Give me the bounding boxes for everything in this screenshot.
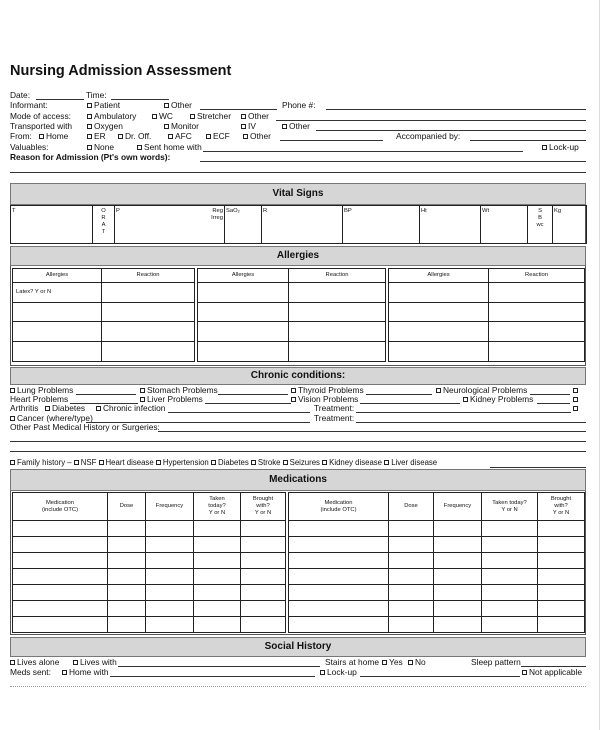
er-label: ER: [94, 131, 106, 141]
neuro-label: Neurological Problems: [443, 385, 528, 395]
neuro-field[interactable]: [530, 394, 570, 395]
freq-cell[interactable]: [146, 569, 194, 585]
liver-disease-label: Liver disease: [391, 458, 438, 467]
heart-disease-checkbox[interactable]: [99, 460, 104, 465]
not-applicable-label: Not applicable: [529, 667, 583, 677]
vs-temperature-cell[interactable]: [11, 206, 93, 244]
freq-cell[interactable]: [146, 601, 194, 617]
er-checkbox[interactable]: [87, 134, 92, 139]
med-cell[interactable]: [289, 537, 389, 553]
phone-label: Phone #:: [282, 100, 316, 110]
neuro-checkbox[interactable]: [436, 388, 441, 393]
allergy-cell[interactable]: [13, 342, 102, 362]
not-applicable-checkbox[interactable]: [522, 670, 527, 675]
dose-cell[interactable]: [108, 521, 146, 537]
yes-label: Yes: [389, 657, 403, 667]
freq-cell[interactable]: [434, 585, 482, 601]
medication-col-header: Medication (include OTC): [13, 493, 108, 521]
vital-signs-table: [10, 205, 587, 244]
social-history-heading: Social History: [10, 637, 586, 657]
date-row: [10, 90, 30, 100]
med-cell[interactable]: [13, 521, 108, 537]
diabetes-label: Diabetes: [52, 403, 86, 413]
diabetes-checkbox[interactable]: [45, 406, 50, 411]
allergy-cell[interactable]: [198, 342, 289, 362]
reason-field-1[interactable]: [200, 161, 586, 162]
allergy-reaction-cell[interactable]: [289, 342, 386, 362]
dose-cell[interactable]: [108, 553, 146, 569]
meds-sent-label: Meds sent:: [10, 667, 51, 677]
dose-cell[interactable]: [389, 521, 434, 537]
lung-label: Lung Problems: [17, 385, 74, 395]
home-with-checkbox[interactable]: [62, 670, 67, 675]
freq-cell[interactable]: [434, 521, 482, 537]
allergy-reaction-cell[interactable]: [289, 282, 386, 302]
meds-lock-up-label: Lock-up: [327, 667, 357, 677]
other-access-field[interactable]: [276, 120, 586, 121]
nsf-checkbox[interactable]: [74, 460, 79, 465]
treatment-label-2: Treatment:: [314, 413, 355, 423]
liver-label: Liver Problems: [147, 394, 203, 404]
iv-label: IV: [248, 121, 256, 131]
stomach-checkbox[interactable]: [140, 388, 145, 393]
allergy-reaction-cell[interactable]: [489, 282, 585, 302]
vs-route-cell[interactable]: [93, 206, 115, 244]
liver-field[interactable]: [205, 403, 291, 404]
other-access-label: Other: [248, 111, 269, 121]
oxygen-label: Oxygen: [94, 121, 123, 131]
allergies-col-header: Allergies: [198, 269, 289, 283]
frequency-col-header: Frequency: [146, 493, 194, 521]
dose-cell[interactable]: [389, 585, 434, 601]
ecf-checkbox[interactable]: [206, 134, 211, 139]
chronic-heading: Chronic conditions:: [10, 367, 586, 385]
med-cell[interactable]: [289, 553, 389, 569]
seizures-label: Seizures: [289, 458, 320, 467]
vs-bp-label: BP: [344, 208, 352, 214]
wc-label: WC: [159, 111, 173, 121]
allergy-cell[interactable]: [198, 322, 289, 342]
kidney-disease-label: Kidney disease: [329, 458, 383, 467]
taken-cell[interactable]: [482, 553, 538, 569]
latex-cell[interactable]: [13, 282, 102, 302]
vs-orat-label: O R A T: [101, 208, 106, 235]
hypertension-label: Hypertension: [162, 458, 209, 467]
other-from-checkbox[interactable]: [243, 134, 248, 139]
stretcher-checkbox[interactable]: [190, 114, 195, 119]
chronic-infection-label: Chronic infection: [103, 403, 166, 413]
family-history-checkbox[interactable]: [10, 460, 15, 465]
latex-label: Latex? Y or N: [16, 288, 52, 295]
stomach-field[interactable]: [218, 394, 288, 395]
other-transport-label: Other: [289, 121, 310, 131]
taken-cell[interactable]: [482, 601, 538, 617]
dose-cell[interactable]: [389, 617, 434, 633]
vs-resp-cell[interactable]: [262, 206, 343, 244]
allergies-col-header: Allergies: [13, 269, 102, 283]
vision-checkbox[interactable]: [291, 397, 296, 402]
vs-sao2-cell[interactable]: [225, 206, 262, 244]
dose-cell[interactable]: [389, 553, 434, 569]
other-history-label: Other Past Medical History or Surgeries:: [10, 422, 160, 432]
sent-home-label: Sent home with: [144, 142, 202, 152]
allergy-reaction-cell[interactable]: [102, 342, 195, 362]
allergies-table-1: [12, 268, 195, 362]
allergy-cell[interactable]: [389, 302, 489, 322]
dose-cell[interactable]: [389, 601, 434, 617]
chronic-infection-checkbox[interactable]: [96, 406, 101, 411]
iv-checkbox[interactable]: [241, 124, 246, 129]
taken-cell[interactable]: [482, 617, 538, 633]
dose-cell[interactable]: [389, 569, 434, 585]
allergy-reaction-cell[interactable]: [102, 302, 195, 322]
lives-with-label: Lives with: [80, 657, 117, 667]
stairs-no-checkbox[interactable]: [408, 660, 413, 665]
allergies-col-header: Allergies: [389, 269, 489, 283]
freq-cell[interactable]: [434, 617, 482, 633]
mode-of-access-label: Mode of access:: [10, 111, 71, 121]
vital-signs-heading: Vital Signs: [10, 183, 586, 205]
taken-cell[interactable]: [194, 617, 241, 633]
brought-cell[interactable]: [241, 601, 286, 617]
meds-lock-up-checkbox[interactable]: [320, 670, 325, 675]
kidney-field[interactable]: [537, 403, 570, 404]
lives-with-checkbox[interactable]: [73, 660, 78, 665]
brought-cell[interactable]: [538, 537, 585, 553]
allergy-cell[interactable]: [389, 282, 489, 302]
hypertension-checkbox[interactable]: [156, 460, 161, 465]
extra-checkbox-3[interactable]: [573, 406, 578, 411]
stomach-label: Stomach Problems: [147, 385, 218, 395]
medications-table-right: [288, 492, 585, 633]
accompanied-by-label: Accompanied by:: [396, 131, 461, 141]
other-history-field-2[interactable]: [10, 441, 586, 442]
taken-cell[interactable]: [194, 537, 241, 553]
chronic-infection-field[interactable]: [168, 412, 310, 413]
vs-reg-irreg-label: Reg Irreg: [211, 208, 223, 221]
med-cell[interactable]: [289, 617, 389, 633]
lives-alone-label: Lives alone: [17, 657, 60, 667]
lung-checkbox[interactable]: [10, 388, 15, 393]
med-cell[interactable]: [13, 617, 108, 633]
medications-heading: Medications: [10, 469, 586, 491]
vs-sbwc-label: S B wc: [536, 208, 544, 228]
allergy-reaction-cell[interactable]: [102, 282, 195, 302]
stairs-label: Stairs at home: [325, 657, 379, 667]
thyroid-checkbox[interactable]: [291, 388, 296, 393]
stretcher-label: Stretcher: [197, 111, 231, 121]
treatment-label: Treatment:: [314, 403, 355, 413]
patient-checkbox[interactable]: [87, 103, 92, 108]
form-title: Nursing Admission Assessment: [10, 63, 232, 79]
vs-sao2-label: SaO₂: [226, 208, 240, 214]
allergy-cell[interactable]: [389, 342, 489, 362]
taken-cell[interactable]: [194, 569, 241, 585]
monitor-checkbox[interactable]: [164, 124, 169, 129]
med-cell[interactable]: [13, 585, 108, 601]
family-history-label: Family history –: [17, 458, 72, 467]
freq-cell[interactable]: [434, 601, 482, 617]
freq-cell[interactable]: [434, 553, 482, 569]
treatment-field-2[interactable]: [356, 422, 586, 423]
brought-cell[interactable]: [241, 585, 286, 601]
allergy-cell[interactable]: [389, 322, 489, 342]
vs-rhythm-cell[interactable]: [205, 206, 225, 244]
cutoff-line: [10, 686, 586, 687]
heart-disease-label: Heart disease: [105, 458, 154, 467]
family-diabetes-label: Diabetes: [217, 458, 249, 467]
freq-cell[interactable]: [434, 569, 482, 585]
med-cell[interactable]: [13, 601, 108, 617]
vs-t-label: T: [12, 208, 16, 214]
taken-today-col-header-r: Taken today? Y or N: [482, 493, 538, 521]
allergy-reaction-cell[interactable]: [289, 322, 386, 342]
other-history-field-3[interactable]: [10, 451, 586, 452]
kidney-label: Kidney Problems: [470, 394, 534, 404]
nsf-label: NSF: [80, 458, 97, 467]
ecf-label: ECF: [213, 131, 230, 141]
dose-cell[interactable]: [108, 585, 146, 601]
brought-cell[interactable]: [538, 601, 585, 617]
ambulatory-label: Ambulatory: [94, 111, 137, 121]
dose-cell[interactable]: [108, 537, 146, 553]
none-label: None: [94, 142, 115, 152]
thyroid-label: Thyroid Problems: [298, 385, 364, 395]
other-access-checkbox[interactable]: [241, 114, 246, 119]
vs-wt-label: Wt: [482, 208, 490, 214]
cancer-label: Cancer (where/type): [17, 413, 93, 423]
med-cell[interactable]: [289, 601, 389, 617]
medications-table-left: [12, 492, 286, 633]
freq-cell[interactable]: [146, 617, 194, 633]
seizures-checkbox[interactable]: [283, 460, 288, 465]
dose-cell[interactable]: [389, 537, 434, 553]
reaction-col-header: Reaction: [289, 269, 386, 283]
dose-cell[interactable]: [108, 617, 146, 633]
vs-method-cell[interactable]: [528, 206, 553, 244]
allergy-cell[interactable]: [198, 302, 289, 322]
brought-cell[interactable]: [538, 521, 585, 537]
taken-cell[interactable]: [482, 537, 538, 553]
home-checkbox[interactable]: [39, 134, 44, 139]
medication-col-header-r: Medication (include OTC): [289, 493, 389, 521]
valuables-label: Valuables:: [10, 142, 49, 152]
sent-home-checkbox[interactable]: [137, 145, 142, 150]
phone-field[interactable]: [326, 109, 586, 110]
freq-cell[interactable]: [434, 537, 482, 553]
reason-field-2[interactable]: [10, 172, 586, 173]
home-label: Home: [46, 131, 69, 141]
other-transport-checkbox[interactable]: [282, 124, 287, 129]
dose-cell[interactable]: [108, 569, 146, 585]
allergy-reaction-cell[interactable]: [489, 302, 585, 322]
vs-bp-cell[interactable]: [343, 206, 420, 244]
taken-cell[interactable]: [194, 553, 241, 569]
date-label: Date:: [10, 90, 31, 100]
brought-cell[interactable]: [538, 553, 585, 569]
liver-disease-checkbox[interactable]: [384, 460, 389, 465]
taken-cell[interactable]: [482, 585, 538, 601]
heart-label: Heart Problems: [10, 394, 69, 404]
none-checkbox[interactable]: [87, 145, 92, 150]
dose-col-header-r: Dose: [389, 493, 434, 521]
brought-cell[interactable]: [241, 553, 286, 569]
kidney-checkbox[interactable]: [463, 397, 468, 402]
vision-label: Vision Problems: [298, 394, 359, 404]
other-informant-checkbox[interactable]: [164, 103, 169, 108]
lives-alone-checkbox[interactable]: [10, 660, 15, 665]
stroke-label: Stroke: [257, 458, 281, 467]
sleep-pattern-label: Sleep pattern: [471, 657, 521, 667]
reaction-col-header: Reaction: [489, 269, 585, 283]
home-with-label: Home with: [69, 667, 109, 677]
transported-with-label: Transported with: [10, 121, 73, 131]
kidney-disease-checkbox[interactable]: [322, 460, 327, 465]
sent-home-field[interactable]: [203, 151, 523, 152]
ambulatory-checkbox[interactable]: [87, 114, 92, 119]
accompanied-by-field[interactable]: [470, 140, 586, 141]
allergy-cell[interactable]: [13, 322, 102, 342]
med-cell[interactable]: [289, 569, 389, 585]
vs-kg-label: Kg: [554, 208, 562, 214]
vs-ht-label: Ht: [421, 208, 427, 214]
vs-r-label: R: [263, 208, 268, 214]
cancer-checkbox[interactable]: [10, 416, 15, 421]
med-cell[interactable]: [13, 553, 108, 569]
other-history-field-1[interactable]: [158, 431, 586, 432]
extra-checkbox[interactable]: [573, 388, 578, 393]
frequency-col-header-r: Frequency: [434, 493, 482, 521]
taken-today-col-header: Taken today? Y or N: [194, 493, 241, 521]
allergy-reaction-cell[interactable]: [489, 342, 585, 362]
freq-cell[interactable]: [146, 537, 194, 553]
med-cell[interactable]: [289, 521, 389, 537]
dr-off-checkbox[interactable]: [118, 134, 123, 139]
brought-cell[interactable]: [538, 617, 585, 633]
other-from-field[interactable]: [280, 140, 383, 141]
allergy-reaction-cell[interactable]: [289, 302, 386, 322]
lock-up-label: Lock-up: [549, 142, 579, 152]
meds-lock-up-field[interactable]: [360, 676, 520, 677]
brought-with-col-header: Brought with? Y or N: [241, 493, 286, 521]
vs-p-label: P: [116, 208, 120, 214]
allergies-heading: Allergies: [10, 246, 586, 266]
oxygen-checkbox[interactable]: [87, 124, 92, 129]
vs-weight-cell[interactable]: [481, 206, 528, 244]
vision-field[interactable]: [360, 403, 460, 404]
allergy-reaction-cell[interactable]: [489, 322, 585, 342]
allergy-cell[interactable]: [198, 282, 289, 302]
home-with-field[interactable]: [110, 676, 315, 677]
taken-cell[interactable]: [194, 521, 241, 537]
brought-cell[interactable]: [241, 537, 286, 553]
vs-kg-cell[interactable]: [553, 206, 587, 244]
brought-cell[interactable]: [538, 585, 585, 601]
lives-with-field[interactable]: [118, 666, 320, 667]
allergy-reaction-cell[interactable]: [102, 322, 195, 342]
taken-cell[interactable]: [194, 585, 241, 601]
other-from-label: Other: [250, 131, 271, 141]
vs-height-cell[interactable]: [420, 206, 481, 244]
lock-up-checkbox[interactable]: [542, 145, 547, 150]
treatment-field[interactable]: [356, 412, 571, 413]
brought-cell[interactable]: [538, 569, 585, 585]
reaction-col-header: Reaction: [102, 269, 195, 283]
vs-pulse-cell[interactable]: [115, 206, 205, 244]
dr-off-label: Dr. Off.: [125, 131, 152, 141]
family-diabetes-checkbox[interactable]: [211, 460, 216, 465]
dose-cell[interactable]: [108, 601, 146, 617]
med-cell[interactable]: [13, 537, 108, 553]
brought-cell[interactable]: [241, 617, 286, 633]
thyroid-field[interactable]: [366, 394, 432, 395]
monitor-label: Monitor: [171, 121, 199, 131]
med-cell[interactable]: [13, 569, 108, 585]
stairs-yes-checkbox[interactable]: [382, 660, 387, 665]
taken-cell[interactable]: [482, 521, 538, 537]
patient-label: Patient: [94, 100, 121, 110]
allergies-table-3: [388, 268, 585, 362]
other-label: Other: [171, 100, 192, 110]
med-cell[interactable]: [289, 585, 389, 601]
no-label: No: [415, 657, 426, 667]
freq-cell[interactable]: [146, 521, 194, 537]
afc-label: AFC: [175, 131, 192, 141]
brought-cell[interactable]: [241, 521, 286, 537]
informant-label: Informant:: [10, 100, 48, 110]
afc-checkbox[interactable]: [168, 134, 173, 139]
stroke-checkbox[interactable]: [251, 460, 256, 465]
extra-checkbox-2[interactable]: [573, 397, 578, 402]
wc-checkbox[interactable]: [152, 114, 157, 119]
from-label: From:: [10, 131, 32, 141]
freq-cell[interactable]: [146, 553, 194, 569]
reason-label: Reason for Admission (Pt's own words):: [10, 152, 171, 162]
taken-cell[interactable]: [194, 601, 241, 617]
allergy-cell[interactable]: [13, 302, 102, 322]
liver-checkbox[interactable]: [140, 397, 145, 402]
arthritis-label: Arthritis: [10, 403, 39, 413]
time-label: Time:: [86, 90, 107, 100]
brought-with-col-header-r: Brought with? Y or N: [538, 493, 585, 521]
family-history-row: [10, 458, 437, 468]
family-history-field[interactable]: [490, 467, 586, 468]
allergies-table-2: [197, 268, 386, 362]
other-informant-field[interactable]: [200, 109, 277, 110]
freq-cell[interactable]: [146, 585, 194, 601]
lung-field[interactable]: [76, 394, 136, 395]
dose-col-header: Dose: [108, 493, 146, 521]
taken-cell[interactable]: [482, 569, 538, 585]
brought-cell[interactable]: [241, 569, 286, 585]
